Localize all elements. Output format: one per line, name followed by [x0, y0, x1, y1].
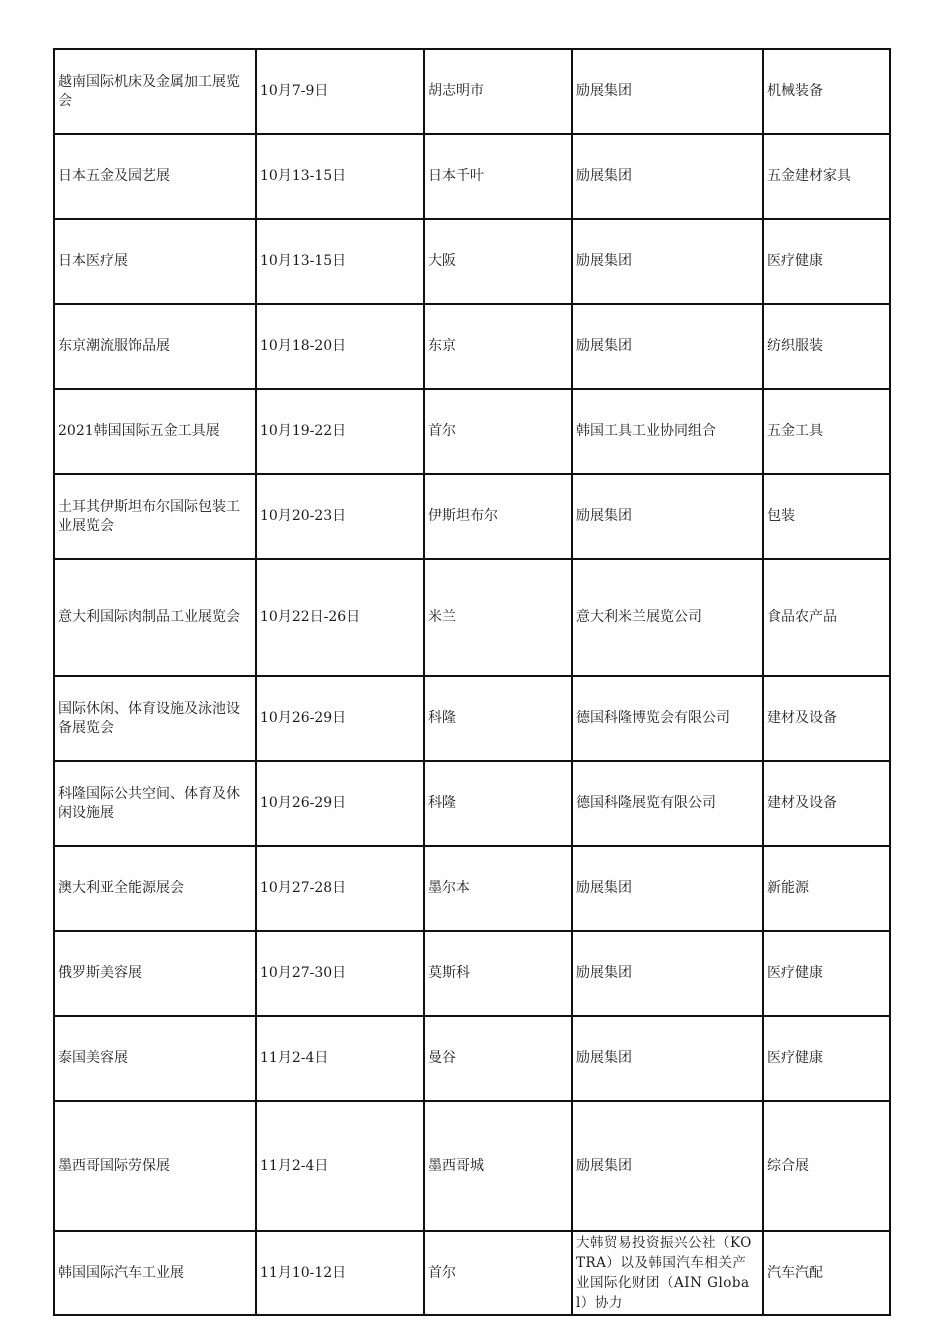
exhibition-date: 10月18-20日	[256, 304, 424, 389]
exhibition-industry: 医疗健康	[763, 931, 890, 1016]
exhibition-date: 11月2-4日	[256, 1101, 424, 1231]
exhibition-name: 东京潮流服饰品展	[54, 304, 256, 389]
exhibition-industry: 综合展	[763, 1101, 890, 1231]
exhibition-name: 科隆国际公共空间、体育及休闲设施展	[54, 761, 256, 846]
exhibition-organizer: 励展集团	[572, 1101, 763, 1231]
exhibition-date: 10月20-23日	[256, 474, 424, 559]
exhibition-organizer: 励展集团	[572, 931, 763, 1016]
exhibition-date: 10月19-22日	[256, 389, 424, 474]
exhibition-city: 日本千叶	[424, 134, 572, 219]
exhibition-city: 伊斯坦布尔	[424, 474, 572, 559]
exhibition-city: 科隆	[424, 761, 572, 846]
exhibition-city: 曼谷	[424, 1016, 572, 1101]
exhibition-city: 大阪	[424, 219, 572, 304]
exhibition-industry: 包装	[763, 474, 890, 559]
exhibition-schedule-table	[53, 48, 891, 1316]
exhibition-organizer: 意大利米兰展览公司	[572, 559, 763, 676]
exhibition-industry: 汽车汽配	[763, 1231, 890, 1315]
exhibition-date: 11月10-12日	[256, 1231, 424, 1315]
table-row	[54, 1101, 890, 1231]
table-row	[54, 761, 890, 846]
exhibition-industry: 医疗健康	[763, 219, 890, 304]
exhibition-name: 国际休闲、体育设施及泳池设备展览会	[54, 676, 256, 761]
table-row	[54, 676, 890, 761]
exhibition-industry: 机械装备	[763, 49, 890, 134]
table-row	[54, 1016, 890, 1101]
exhibition-name: 2021韩国国际五金工具展	[54, 389, 256, 474]
table-row	[54, 134, 890, 219]
table-row	[54, 559, 890, 676]
exhibition-date: 10月7-9日	[256, 49, 424, 134]
exhibition-organizer: 德国科隆展览有限公司	[572, 761, 763, 846]
exhibition-organizer: 励展集团	[572, 134, 763, 219]
exhibition-date: 10月13-15日	[256, 219, 424, 304]
exhibition-organizer: 励展集团	[572, 1016, 763, 1101]
exhibition-industry: 五金工具	[763, 389, 890, 474]
exhibition-city: 科隆	[424, 676, 572, 761]
exhibition-name: 韩国国际汽车工业展	[54, 1231, 256, 1315]
exhibition-name: 日本医疗展	[54, 219, 256, 304]
exhibition-date: 10月13-15日	[256, 134, 424, 219]
exhibition-industry: 医疗健康	[763, 1016, 890, 1101]
exhibition-organizer: 励展集团	[572, 49, 763, 134]
exhibition-city: 首尔	[424, 1231, 572, 1315]
exhibition-name: 土耳其伊斯坦布尔国际包装工业展览会	[54, 474, 256, 559]
exhibition-name: 日本五金及园艺展	[54, 134, 256, 219]
exhibition-city: 胡志明市	[424, 49, 572, 134]
exhibition-city: 首尔	[424, 389, 572, 474]
table-row	[54, 474, 890, 559]
exhibition-industry: 食品农产品	[763, 559, 890, 676]
exhibition-city: 东京	[424, 304, 572, 389]
exhibition-date: 10月22日-26日	[256, 559, 424, 676]
exhibition-industry: 建材及设备	[763, 676, 890, 761]
exhibition-industry: 新能源	[763, 846, 890, 931]
exhibition-name: 墨西哥国际劳保展	[54, 1101, 256, 1231]
exhibition-organizer: 大韩贸易投资振兴公社（KOTRA）以及韩国汽车相关产业国际化财团（AIN Global）协力	[572, 1231, 763, 1315]
exhibition-city: 墨尔本	[424, 846, 572, 931]
table-row	[54, 219, 890, 304]
exhibition-date: 10月27-30日	[256, 931, 424, 1016]
exhibition-name: 泰国美容展	[54, 1016, 256, 1101]
table-row	[54, 931, 890, 1016]
exhibition-city: 莫斯科	[424, 931, 572, 1016]
exhibition-date: 10月26-29日	[256, 761, 424, 846]
exhibition-name: 越南国际机床及金属加工展览会	[54, 49, 256, 134]
table-row	[54, 389, 890, 474]
exhibition-industry: 建材及设备	[763, 761, 890, 846]
exhibition-organizer: 韩国工具工业协同组合	[572, 389, 763, 474]
exhibition-organizer: 励展集团	[572, 846, 763, 931]
table-row	[54, 846, 890, 931]
exhibition-name: 意大利国际肉制品工业展览会	[54, 559, 256, 676]
exhibition-date: 10月27-28日	[256, 846, 424, 931]
table-row	[54, 49, 890, 134]
exhibition-organizer: 励展集团	[572, 304, 763, 389]
exhibition-organizer: 励展集团	[572, 474, 763, 559]
exhibition-city: 米兰	[424, 559, 572, 676]
exhibition-industry: 五金建材家具	[763, 134, 890, 219]
exhibition-industry: 纺织服装	[763, 304, 890, 389]
exhibition-name: 俄罗斯美容展	[54, 931, 256, 1016]
exhibition-organizer: 励展集团	[572, 219, 763, 304]
exhibition-organizer: 德国科隆博览会有限公司	[572, 676, 763, 761]
exhibition-name: 澳大利亚全能源展会	[54, 846, 256, 931]
exhibition-city: 墨西哥城	[424, 1101, 572, 1231]
exhibition-date: 11月2-4日	[256, 1016, 424, 1101]
table-row	[54, 1231, 890, 1315]
table-row	[54, 304, 890, 389]
exhibition-date: 10月26-29日	[256, 676, 424, 761]
